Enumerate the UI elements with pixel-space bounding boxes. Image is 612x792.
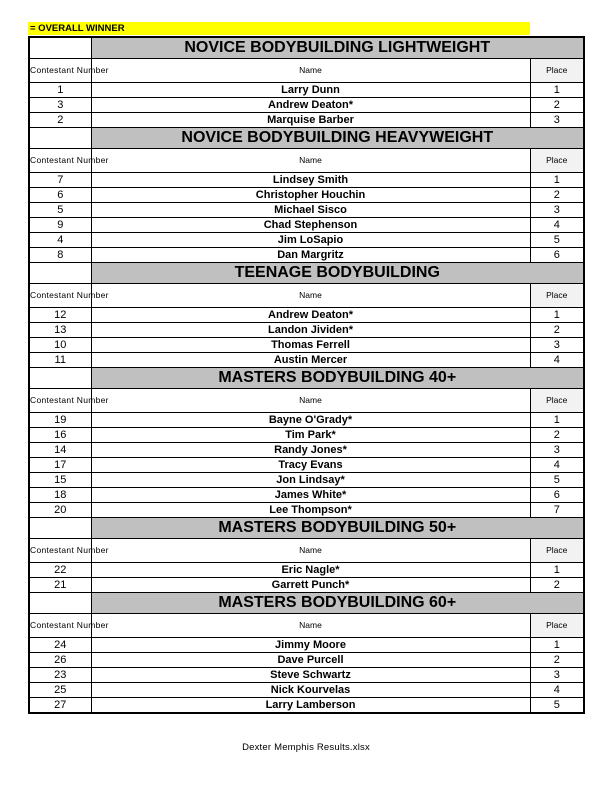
section-title: MASTERS BODYBUILDING 60+ <box>91 593 584 614</box>
section-title: NOVICE BODYBUILDING HEAVYWEIGHT <box>91 128 584 149</box>
section-title-row <box>29 37 584 59</box>
contestant-name: Larry Dunn <box>91 83 530 98</box>
contestant-name: Michael Sisco <box>91 203 530 218</box>
contestant-number: 9 <box>29 218 91 233</box>
table-row <box>29 83 584 98</box>
section-title-spacer <box>29 128 91 149</box>
table-row <box>29 503 584 518</box>
contestant-name: Tracy Evans <box>91 458 530 473</box>
contestant-name: Eric Nagle* <box>91 563 530 578</box>
contestant-name: James White* <box>91 488 530 503</box>
contestant-name: Andrew Deaton* <box>91 308 530 323</box>
contestant-place: 2 <box>530 188 584 203</box>
name-header: Name <box>91 614 530 638</box>
contestant-number: 17 <box>29 458 91 473</box>
contestant-number: 20 <box>29 503 91 518</box>
contestant-number: 23 <box>29 668 91 683</box>
table-row <box>29 218 584 233</box>
contestant-number: 15 <box>29 473 91 488</box>
contestant-number-header: Contestant Number <box>29 59 91 83</box>
contestant-place: 1 <box>530 563 584 578</box>
contestant-number: 1 <box>29 83 91 98</box>
contestant-number: 19 <box>29 413 91 428</box>
contestant-number: 26 <box>29 653 91 668</box>
table-row <box>29 338 584 353</box>
section-title-row <box>29 368 584 389</box>
table-row <box>29 323 584 338</box>
contestant-place: 4 <box>530 218 584 233</box>
table-row <box>29 233 584 248</box>
overall-winner-legend: = OVERALL WINNER <box>28 22 530 35</box>
name-header: Name <box>91 59 530 83</box>
contestant-place: 2 <box>530 653 584 668</box>
contestant-number: 6 <box>29 188 91 203</box>
contestant-name: Christopher Houchin <box>91 188 530 203</box>
contestant-number: 7 <box>29 173 91 188</box>
table-row <box>29 473 584 488</box>
table-row <box>29 458 584 473</box>
section-title-spacer <box>29 37 91 59</box>
contestant-number: 24 <box>29 638 91 653</box>
contestant-place: 5 <box>530 698 584 714</box>
contestant-name: Lee Thompson* <box>91 503 530 518</box>
section-title-spacer <box>29 263 91 284</box>
section-title-spacer <box>29 593 91 614</box>
section-title-spacer <box>29 368 91 389</box>
table-row <box>29 653 584 668</box>
contestant-number-header: Contestant Number <box>29 614 91 638</box>
contestant-place: 1 <box>530 173 584 188</box>
contestant-place: 4 <box>530 683 584 698</box>
section-title: TEENAGE BODYBUILDING <box>91 263 584 284</box>
column-header-row <box>29 59 584 83</box>
table-row <box>29 308 584 323</box>
column-header-row <box>29 614 584 638</box>
place-header: Place <box>530 59 584 83</box>
contestant-name: Nick Kourvelas <box>91 683 530 698</box>
contestant-place: 4 <box>530 353 584 368</box>
contestant-place: 1 <box>530 83 584 98</box>
contestant-number: 25 <box>29 683 91 698</box>
contestant-number: 5 <box>29 203 91 218</box>
contestant-place: 2 <box>530 578 584 593</box>
column-header-row <box>29 284 584 308</box>
section-title: MASTERS BODYBUILDING 50+ <box>91 518 584 539</box>
table-row <box>29 698 584 714</box>
table-row <box>29 413 584 428</box>
contestant-place: 7 <box>530 503 584 518</box>
name-header: Name <box>91 149 530 173</box>
contestant-name: Larry Lamberson <box>91 698 530 714</box>
name-header: Name <box>91 539 530 563</box>
contestant-name: Jim LoSapio <box>91 233 530 248</box>
contestant-number: 2 <box>29 113 91 128</box>
table-row <box>29 563 584 578</box>
contestant-number: 16 <box>29 428 91 443</box>
contestant-place: 3 <box>530 338 584 353</box>
table-row <box>29 578 584 593</box>
contestant-place: 3 <box>530 668 584 683</box>
contestant-place: 1 <box>530 638 584 653</box>
contestant-number: 21 <box>29 578 91 593</box>
contestant-name: Austin Mercer <box>91 353 530 368</box>
contestant-number: 14 <box>29 443 91 458</box>
table-row <box>29 683 584 698</box>
table-row <box>29 188 584 203</box>
contestant-number-header: Contestant Number <box>29 149 91 173</box>
section-title-row <box>29 593 584 614</box>
contestant-number: 8 <box>29 248 91 263</box>
section-title-row <box>29 518 584 539</box>
table-row <box>29 488 584 503</box>
place-header: Place <box>530 614 584 638</box>
column-header-row <box>29 389 584 413</box>
contestant-name: Thomas Ferrell <box>91 338 530 353</box>
contestant-place: 6 <box>530 248 584 263</box>
contestant-name: Dave Purcell <box>91 653 530 668</box>
contestant-place: 3 <box>530 203 584 218</box>
contestant-name: Chad Stephenson <box>91 218 530 233</box>
contestant-number: 11 <box>29 353 91 368</box>
contestant-name: Dan Margritz <box>91 248 530 263</box>
column-header-row <box>29 149 584 173</box>
contestant-name: Randy Jones* <box>91 443 530 458</box>
table-row <box>29 98 584 113</box>
contestant-number: 27 <box>29 698 91 714</box>
contestant-place: 1 <box>530 308 584 323</box>
contestant-place: 5 <box>530 473 584 488</box>
contestant-number: 4 <box>29 233 91 248</box>
table-row <box>29 203 584 218</box>
name-header: Name <box>91 284 530 308</box>
contestant-name: Garrett Punch* <box>91 578 530 593</box>
section-title-row <box>29 128 584 149</box>
contestant-name: Jimmy Moore <box>91 638 530 653</box>
contestant-place: 1 <box>530 413 584 428</box>
contestant-name: Marquise Barber <box>91 113 530 128</box>
table-row <box>29 638 584 653</box>
contestant-number: 3 <box>29 98 91 113</box>
contestant-name: Lindsey Smith <box>91 173 530 188</box>
name-header: Name <box>91 389 530 413</box>
contestant-name: Andrew Deaton* <box>91 98 530 113</box>
contestant-number-header: Contestant Number <box>29 389 91 413</box>
table-row <box>29 353 584 368</box>
table-row <box>29 428 584 443</box>
table-row <box>29 443 584 458</box>
contestant-place: 5 <box>530 233 584 248</box>
contestant-number: 12 <box>29 308 91 323</box>
contestant-name: Landon Jividen* <box>91 323 530 338</box>
contestant-place: 4 <box>530 458 584 473</box>
place-header: Place <box>530 389 584 413</box>
section-title-spacer <box>29 518 91 539</box>
contestant-number: 18 <box>29 488 91 503</box>
table-row <box>29 173 584 188</box>
contestant-place: 2 <box>530 428 584 443</box>
contestant-place: 3 <box>530 443 584 458</box>
table-row <box>29 668 584 683</box>
contestant-number: 13 <box>29 323 91 338</box>
place-header: Place <box>530 149 584 173</box>
contestant-number: 10 <box>29 338 91 353</box>
contestant-place: 3 <box>530 113 584 128</box>
contestant-place: 2 <box>530 323 584 338</box>
contestant-place: 6 <box>530 488 584 503</box>
section-title: MASTERS BODYBUILDING 40+ <box>91 368 584 389</box>
table-row <box>29 113 584 128</box>
results-table <box>28 36 585 714</box>
contestant-name: Bayne O'Grady* <box>91 413 530 428</box>
place-header: Place <box>530 284 584 308</box>
section-title: NOVICE BODYBUILDING LIGHTWEIGHT <box>91 37 584 59</box>
contestant-number: 22 <box>29 563 91 578</box>
document-footer: Dexter Memphis Results.xlsx <box>242 742 370 753</box>
contestant-name: Jon Lindsay* <box>91 473 530 488</box>
table-row <box>29 248 584 263</box>
contestant-number-header: Contestant Number <box>29 284 91 308</box>
place-header: Place <box>530 539 584 563</box>
contestant-name: Steve Schwartz <box>91 668 530 683</box>
column-header-row <box>29 539 584 563</box>
contestant-number-header: Contestant Number <box>29 539 91 563</box>
contestant-place: 2 <box>530 98 584 113</box>
section-title-row <box>29 263 584 284</box>
contestant-name: Tim Park* <box>91 428 530 443</box>
